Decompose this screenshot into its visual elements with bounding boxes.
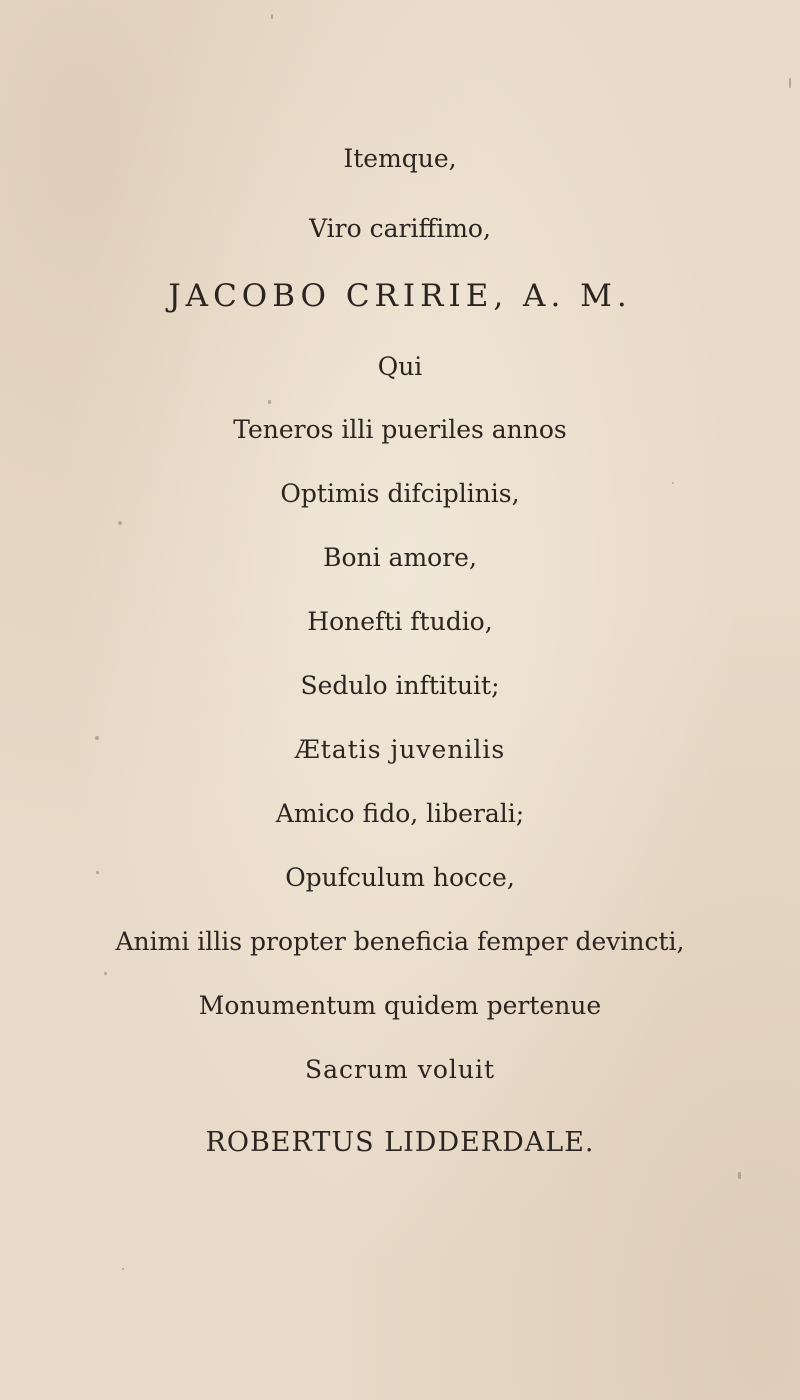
- dedication-line: Teneros illi pueriles annos: [233, 415, 567, 444]
- dedication-line: Animi illis propter beneficia femper devincti,: [115, 927, 685, 956]
- dedication-line: Amico fido, liberali;: [275, 799, 525, 828]
- dedication-line: Sacrum voluit: [304, 1055, 496, 1084]
- paper-speck: [789, 78, 791, 88]
- dedication-line: Optimis difciplinis,: [280, 479, 520, 508]
- dedication-line: Sedulo inftituit;: [300, 671, 500, 700]
- paper-speck: [95, 736, 99, 740]
- paper-speck: [122, 1268, 124, 1270]
- dedication-line: Boni amore,: [323, 543, 477, 572]
- viro-line: Viro cariffimo,: [309, 214, 491, 243]
- paper-speck: [268, 400, 271, 404]
- dedicatee-name: JACOBO CRIRIE, A. M.: [168, 278, 632, 314]
- paper-speck: [271, 14, 273, 19]
- paper-speck: [738, 1172, 741, 1179]
- qui-line: Qui: [377, 352, 423, 381]
- paper-speck: [104, 972, 107, 975]
- dedication-line: Honefti ftudio,: [307, 607, 493, 636]
- dedication-line: Opufculum hocce,: [285, 863, 515, 892]
- paper-speck: [672, 482, 674, 484]
- paper-speck: [96, 871, 99, 874]
- dedication-line: Monumentum quidem pertenue: [198, 991, 602, 1020]
- itemque-line: Itemque,: [343, 144, 457, 173]
- dedication-line: Ætatis juvenilis: [294, 735, 506, 764]
- author-name: ROBERTUS LIDDERDALE.: [205, 1127, 595, 1158]
- paper-speck: [118, 521, 122, 525]
